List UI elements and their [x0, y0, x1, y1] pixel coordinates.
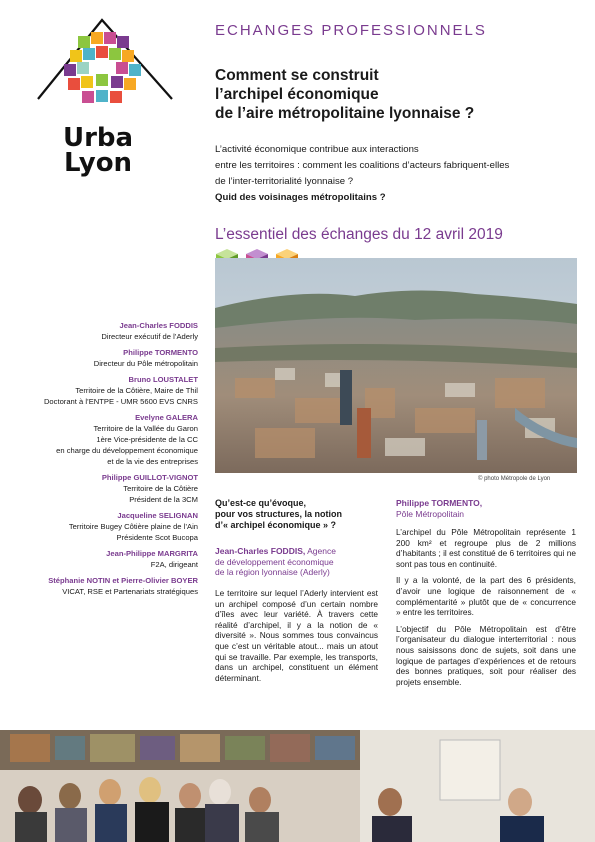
intro-question: Quid des voisinages métropolitains ?: [215, 192, 386, 203]
speaker-item: [10, 510, 198, 543]
speaker-item: [10, 575, 198, 597]
response2-paragraph: Il y a la volonté, de la part des 6 présidents, d’avoir une logique de raisonnement de « complémentarité » plutôt que de « concurrence » entre les territoires.: [396, 575, 576, 618]
aerial-city-photo: [215, 258, 577, 473]
intro-line-3: de l’inter-territorialité lyonnaise ?: [215, 176, 354, 187]
speaker-role: VICAT, RSE et Partenariats stratégiques: [62, 587, 198, 596]
response2-paragraph: L’archipel du Pôle Métropolitain représente 1 200 km² et regroupe plus de 2 millions d’habitants ; il est constitué de 6 territoires qui ne sont pas tous en continuité.: [396, 527, 576, 569]
urbalyon-logo: [30, 14, 180, 184]
response1-paragraph: Le territoire sur lequel l’Aderly intervient est un archipel composé d’un certain nombre d’îles avec leur variété. À travers cette réalité d’archipel, il y a la notion de « diversité ». Nous sommes tous convaincus que c’est un véritable atout... mais un atout qui se travaille. Par exemple, les transports, dans un archipel, constituent un élément déterminant.: [215, 588, 378, 683]
speaker-role: Directeur exécutif de l’Aderly: [101, 332, 198, 341]
question-line-2: pour vos structures, la notion: [215, 509, 343, 519]
speaker-item: [10, 347, 198, 369]
response1-role-1: Agence: [305, 546, 336, 556]
speaker-name: Evelyne GALERA: [135, 413, 198, 422]
speaker-role: Présidente Scot Bucopa: [116, 533, 198, 542]
speaker-role: Président de la 3CM: [129, 495, 198, 504]
response1-role-3: de la région lyonnaise (Aderly): [215, 567, 330, 577]
intro-line-2: entre les territoires : comment les coalitions d’acteurs fabriquent-elles: [215, 160, 510, 171]
speaker-role: et de la vie des entreprises: [107, 457, 198, 466]
response1-body: [215, 588, 378, 689]
speaker-name: Bruno LOUSTALET: [128, 375, 198, 384]
speaker-role: Directeur du Pôle métropolitain: [93, 359, 198, 368]
meeting-room-photo: [0, 730, 595, 842]
interview-question: [215, 498, 375, 531]
speaker-role: en charge du développement économique: [56, 446, 198, 455]
speaker-name: Stéphanie NOTIN et Pierre-Olivier BOYER: [48, 576, 198, 585]
speaker-name: Jean-Philippe MARGRITA: [106, 549, 198, 558]
speaker-role: F2A, dirigeant: [150, 560, 198, 569]
speaker-role: 1ère Vice-présidente de la CC: [96, 435, 198, 444]
intro-line-1: L’activité économique contribue aux interactions: [215, 144, 419, 155]
response2-paragraph: L’objectif du Pôle Métropolitain est d’être l’organisateur du dialogue interterritorial : nous nous saisissons donc de sujets, soit dans une logique de partages d’expériences et de retours des bonnes pratiques, soit pour réaliser des projets ensemble.: [396, 623, 576, 687]
photo-credit: © photo Métropole de Lyon: [478, 476, 551, 482]
speaker-role: Territoire Bugey Côtière plaine de l’Ain: [68, 522, 198, 531]
speaker-item: [10, 374, 198, 407]
speaker-role: Territoire de la Côtière: [123, 484, 198, 493]
response1-role-2: de développement économique: [215, 556, 334, 567]
logo-cube-graphic: [30, 14, 180, 124]
speaker-item: [10, 412, 198, 467]
title-line-3: de l’aire métropolitaine lyonnaise ?: [215, 105, 475, 122]
section-title: ECHANGES PROFESSIONNELS: [215, 22, 487, 39]
speaker-name: Philippe GUILLOT-VIGNOT: [101, 473, 198, 482]
subtitle: L’essentiel des échanges du 12 avril 2019: [215, 226, 503, 243]
response1-author: [215, 546, 380, 578]
intro-text: [215, 142, 575, 206]
speaker-role: Territoire de la Côtière, Maire de Thil: [75, 386, 198, 395]
response2-name: Philippe TORMENTO,: [396, 498, 483, 508]
speaker-item: [10, 320, 198, 342]
speakers-list: [10, 320, 198, 602]
speaker-name: Jacqueline SELIGNAN: [117, 511, 198, 520]
response2-role: Pôle Métropolitain: [396, 508, 465, 519]
title-line-2: l’archipel économique: [215, 86, 379, 103]
logo-text-urba: Urba: [62, 123, 134, 153]
speaker-role: Doctorant à l’ENTPE - UMR 5600 EVS CNRS: [43, 397, 198, 406]
question-line-3: d’« archipel économique » ?: [215, 520, 337, 530]
question-line-1: Qu’est-ce qu’évoque,: [215, 498, 307, 508]
speaker-name: Jean-Charles FODDIS: [119, 321, 198, 330]
speaker-item: [10, 472, 198, 505]
page-title: [215, 66, 575, 123]
speaker-item: [10, 548, 198, 570]
title-line-1: Comment se construit: [215, 67, 379, 84]
speaker-name: Philippe TORMENTO: [123, 348, 198, 357]
speaker-role: Territoire de la Vallée du Garon: [93, 424, 198, 433]
logo-text-lyon: Lyon: [63, 148, 133, 178]
response2: [396, 498, 576, 693]
response1-name: Jean-Charles FODDIS,: [215, 546, 306, 556]
